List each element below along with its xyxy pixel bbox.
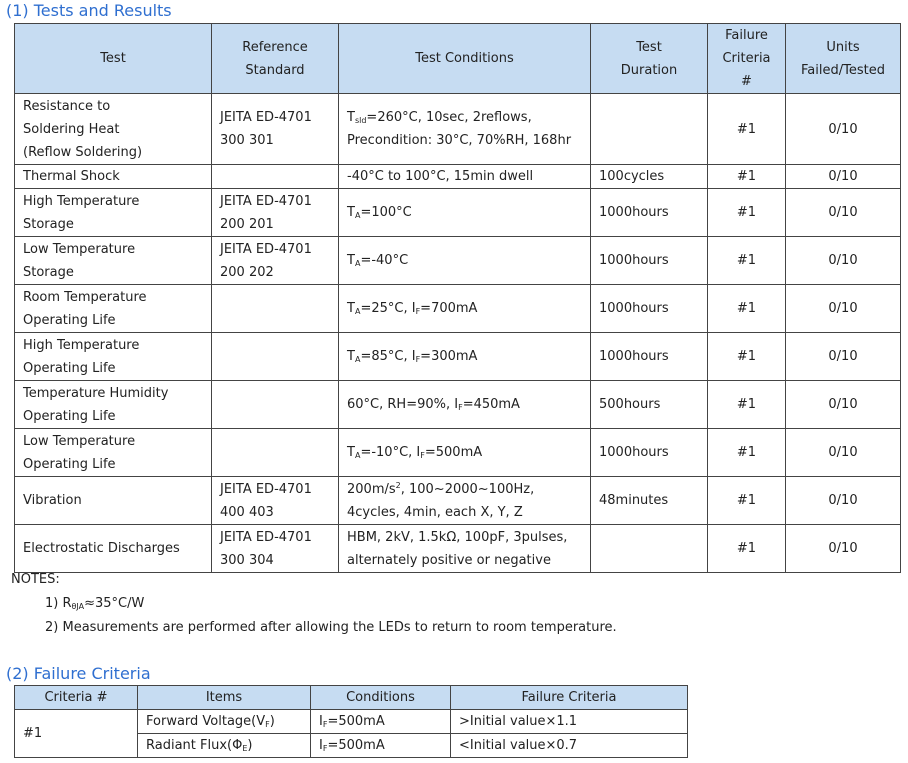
- condition-fragment: -40°C to 100°C, 15min dwell: [347, 169, 534, 184]
- condition-fragment: T: [347, 253, 355, 268]
- reference-line: 400 403: [220, 504, 274, 520]
- header-criteria-number: Criteria #: [15, 686, 138, 710]
- failure-criteria-cell: #1: [708, 477, 786, 525]
- condition-fragment: 4cycles, 4min, each X, Y, Z: [347, 504, 523, 520]
- test-name-line: Low Temperature: [23, 241, 136, 257]
- test-name-line: Vibration: [23, 493, 82, 508]
- units-failed-tested-cell: 0/10: [786, 165, 901, 189]
- condition-fragment: A: [354, 211, 361, 220]
- criteria-value: >Initial value×1.1: [451, 710, 688, 734]
- header-test-conditions: Test Conditions: [339, 24, 591, 94]
- failure-criteria-cell: #1: [708, 165, 786, 189]
- test-name-cell: [15, 333, 212, 381]
- test-name-line: Operating Life: [23, 360, 116, 376]
- reference-standard-cell: [212, 381, 339, 429]
- criteria-condition: $I_F=500mA$: [311, 710, 451, 734]
- condition-fragment: =500mA: [424, 445, 483, 460]
- test-row: [15, 165, 901, 189]
- test-duration-cell: 1000hours: [591, 189, 708, 237]
- condition-line: [347, 129, 582, 152]
- test-name-line: Operating Life: [23, 408, 116, 424]
- reference-line: 200 201: [220, 216, 274, 232]
- test-row: [15, 381, 901, 429]
- test-duration-cell: [591, 94, 708, 165]
- condition-fragment: F: [458, 403, 463, 412]
- reference-standard-cell: [212, 237, 339, 285]
- condition-line: [347, 526, 582, 549]
- test-name-cell: [15, 525, 212, 573]
- test-name-cell: [15, 429, 212, 477]
- condition-line: [347, 106, 582, 129]
- test-name-cell: [15, 381, 212, 429]
- header-failure-criteria-col: Failure Criteria: [451, 686, 688, 710]
- failure-criteria-cell: #1: [708, 525, 786, 573]
- condition-fragment: =300mA: [420, 349, 478, 364]
- condition-fragment: 2: [395, 480, 401, 490]
- condition-line: [347, 478, 582, 501]
- test-conditions-cell: [339, 285, 591, 333]
- test-name-cell: [15, 237, 212, 285]
- test-conditions-cell: [339, 381, 591, 429]
- test-conditions-cell: [339, 237, 591, 285]
- header-conditions: Conditions: [311, 686, 451, 710]
- condition-fragment: F: [420, 451, 425, 460]
- condition-line: [347, 249, 582, 272]
- reference-standard-cell: [212, 525, 339, 573]
- reference-line: JEITA ED-4701: [220, 241, 312, 257]
- condition-fragment: 60°C, RH=90%, I: [347, 397, 459, 412]
- units-failed-tested-cell: 0/10: [786, 381, 901, 429]
- failure-criteria-cell: #1: [708, 333, 786, 381]
- failure-criteria-table: [14, 685, 688, 758]
- condition-fragment: =100°C: [360, 205, 412, 220]
- test-conditions-cell: [339, 189, 591, 237]
- units-failed-tested-cell: 0/10: [786, 237, 901, 285]
- test-name-line: Temperature Humidity: [23, 385, 169, 401]
- test-duration-cell: 500hours: [591, 381, 708, 429]
- reference-line: JEITA ED-4701: [220, 529, 312, 545]
- condition-line: [347, 345, 582, 368]
- test-conditions-cell: [339, 165, 591, 189]
- reference-standard-cell: [212, 333, 339, 381]
- test-name-line: Operating Life: [23, 456, 116, 472]
- units-failed-tested-cell: 0/10: [786, 189, 901, 237]
- condition-fragment: T: [347, 301, 355, 316]
- condition-fragment: A: [354, 307, 361, 316]
- reference-line: JEITA ED-4701: [220, 110, 312, 125]
- header-units-failed-tested: Units Failed/Tested: [786, 24, 901, 94]
- reference-line: JEITA ED-4701: [220, 193, 312, 209]
- failure-criteria-cell: #1: [708, 429, 786, 477]
- condition-fragment: F: [415, 355, 421, 364]
- note-2: 2) Measurements are performed after allowing the LEDs to return to room temperature.: [45, 620, 617, 635]
- reference-standard-cell: [212, 165, 339, 189]
- tests-header-row: [15, 24, 901, 94]
- failure-criteria-cell: #1: [708, 381, 786, 429]
- test-name-line: High Temperature: [23, 337, 140, 353]
- criteria-row: [15, 710, 688, 734]
- condition-fragment: T: [347, 110, 355, 125]
- test-name-line: Electrostatic Discharges: [23, 541, 180, 556]
- failure-criteria-cell: #1: [708, 94, 786, 165]
- test-conditions-cell: [339, 94, 591, 165]
- condition-fragment: 200m/s: [347, 481, 396, 497]
- condition-fragment: A: [354, 355, 361, 364]
- failure-criteria-cell: #1: [708, 285, 786, 333]
- condition-fragment: Precondition: 30°C, 70%RH, 168hr: [347, 133, 572, 148]
- test-duration-cell: 1000hours: [591, 285, 708, 333]
- test-name-line: Storage: [23, 264, 74, 280]
- test-name-line: Resistance to: [23, 98, 111, 114]
- test-name-cell: [15, 94, 212, 165]
- condition-fragment: A: [354, 451, 361, 460]
- reference-line: JEITA ED-4701: [220, 481, 312, 497]
- test-name-cell: [15, 165, 212, 189]
- condition-fragment: =25°C, I: [360, 301, 416, 316]
- reference-line: 300 301: [220, 133, 274, 148]
- test-name-line: Low Temperature: [23, 433, 136, 449]
- criteria-condition: $I_F=500mA$: [311, 734, 451, 758]
- units-failed-tested-cell: 0/10: [786, 429, 901, 477]
- criteria-group-number: #1: [15, 710, 138, 758]
- test-duration-cell: 1000hours: [591, 333, 708, 381]
- criteria-item: Radiant $Flux(\Phi_E)$: [138, 734, 311, 758]
- test-duration-cell: 100cycles: [591, 165, 708, 189]
- condition-line: [347, 393, 582, 416]
- condition-fragment: =700mA: [420, 301, 478, 316]
- failure-criteria-cell: #1: [708, 237, 786, 285]
- condition-fragment: =450mA: [462, 397, 520, 412]
- reference-line: 300 304: [220, 552, 274, 568]
- condition-line: [347, 297, 582, 320]
- note-1: 1) $R_{\theta JA}\approx 35^\circ C/W$: [45, 596, 145, 611]
- units-failed-tested-cell: 0/10: [786, 525, 901, 573]
- criteria-value: <Initial value×0.7: [451, 734, 688, 758]
- failure-criteria-cell: #1: [708, 189, 786, 237]
- test-row: [15, 429, 901, 477]
- condition-fragment: =-10°C, I: [360, 445, 421, 460]
- test-name-line: Storage: [23, 216, 74, 232]
- reference-standard-cell: [212, 285, 339, 333]
- units-failed-tested-cell: 0/10: [786, 333, 901, 381]
- header-items: Items: [138, 686, 311, 710]
- reference-standard-cell: [212, 477, 339, 525]
- test-name-cell: [15, 477, 212, 525]
- test-row: [15, 333, 901, 381]
- header-reference-standard: Reference Standard: [212, 24, 339, 94]
- test-duration-cell: 1000hours: [591, 237, 708, 285]
- condition-fragment: sld: [354, 116, 367, 125]
- test-row: [15, 285, 901, 333]
- header-test: Test: [15, 24, 212, 94]
- test-conditions-cell: [339, 429, 591, 477]
- condition-fragment: =260°C, 10sec, 2reflows,: [366, 110, 532, 125]
- condition-line: [347, 165, 582, 188]
- test-duration-cell: [591, 525, 708, 573]
- condition-fragment: =-40°C: [360, 253, 409, 268]
- condition-fragment: T: [347, 205, 355, 220]
- test-row: [15, 237, 901, 285]
- criteria-item: Forward $Voltage(V_F)$: [138, 710, 311, 734]
- units-failed-tested-cell: 0/10: [786, 285, 901, 333]
- test-row: [15, 94, 901, 165]
- condition-line: [347, 549, 582, 572]
- condition-fragment: alternately positive or negative: [347, 552, 551, 568]
- condition-fragment: T: [347, 349, 355, 364]
- section-title-tests: (1) Tests and Results: [6, 1, 172, 20]
- test-duration-cell: 1000hours: [591, 429, 708, 477]
- test-name-cell: [15, 285, 212, 333]
- units-failed-tested-cell: 0/10: [786, 477, 901, 525]
- condition-line: [347, 501, 582, 524]
- condition-line: [347, 201, 582, 224]
- reference-line: 200 202: [220, 264, 274, 280]
- condition-fragment: T: [347, 445, 355, 460]
- reference-standard-cell: [212, 429, 339, 477]
- test-name-cell: [15, 189, 212, 237]
- test-name-line: Operating Life: [23, 312, 116, 328]
- reference-standard-cell: [212, 189, 339, 237]
- test-row: [15, 189, 901, 237]
- test-row: [15, 525, 901, 573]
- test-row: [15, 477, 901, 525]
- section-title-failure-criteria: (2) Failure Criteria: [6, 664, 151, 683]
- test-conditions-cell: [339, 525, 591, 573]
- condition-line: [347, 441, 582, 464]
- test-name-line: Room Temperature: [23, 289, 147, 305]
- notes-label: NOTES:: [11, 572, 60, 587]
- test-name-line: Soldering Heat: [23, 121, 120, 137]
- condition-fragment: F: [415, 307, 421, 316]
- reference-standard-cell: [212, 94, 339, 165]
- units-failed-tested-cell: 0/10: [786, 94, 901, 165]
- test-conditions-cell: [339, 333, 591, 381]
- test-duration-cell: 48minutes: [591, 477, 708, 525]
- header-failure-criteria: Failure Criteria #: [708, 24, 786, 94]
- test-name-line: Thermal Shock: [23, 169, 120, 184]
- tests-results-table: [14, 23, 901, 573]
- condition-fragment: HBM, 2kV, 1.5kΩ, 100pF, 3pulses,: [347, 529, 568, 545]
- test-name-line: High Temperature: [23, 193, 140, 209]
- test-conditions-cell: [339, 477, 591, 525]
- condition-fragment: , 100~2000~100Hz,: [400, 481, 535, 497]
- condition-fragment: A: [354, 259, 361, 268]
- header-test-duration: Test Duration: [591, 24, 708, 94]
- test-name-line: (Reflow Soldering): [23, 144, 143, 160]
- criteria-header-row: [15, 686, 688, 710]
- condition-fragment: =85°C, I: [360, 349, 416, 364]
